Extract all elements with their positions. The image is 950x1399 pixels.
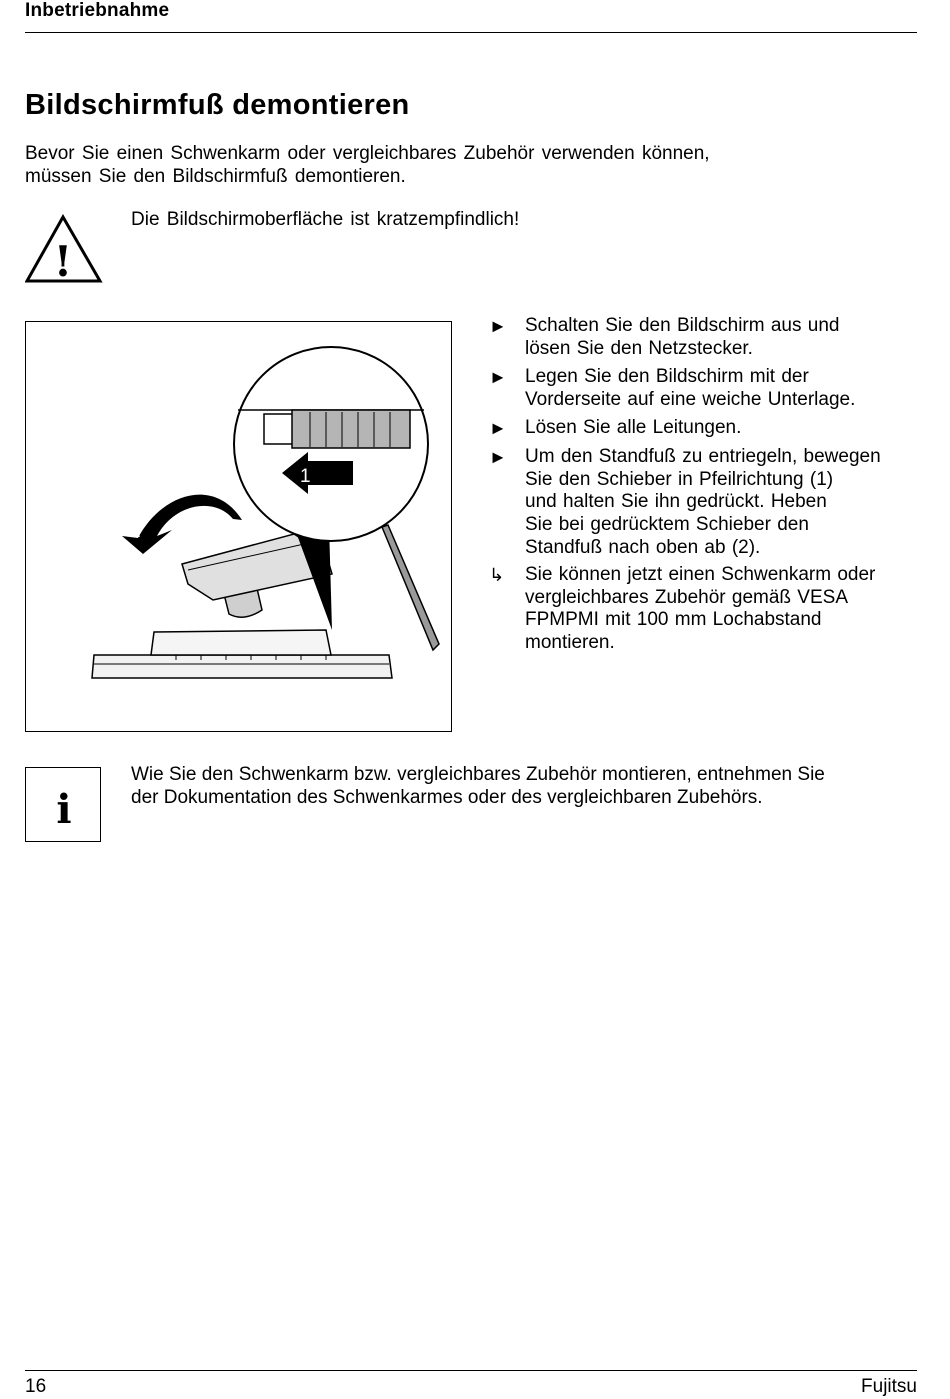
step-line: Legen Sie den Bildschirm mit der <box>525 366 809 387</box>
warning-text: Die Bildschirmoberfläche ist kratzempfindlich! <box>131 209 520 230</box>
callout-1: 1 <box>300 466 311 487</box>
list-item <box>489 315 909 360</box>
step-line: Schalten Sie den Bildschirm aus und <box>525 315 840 336</box>
illustration-stand-removal <box>25 321 452 732</box>
intro-line: Bevor Sie einen Schwenkarm oder vergleichbares Zubehör verwenden können, <box>25 143 710 164</box>
info-icon <box>25 767 101 842</box>
bullet-arrow-icon: ► <box>489 316 507 336</box>
list-item-result <box>489 564 909 655</box>
info-note <box>131 763 921 809</box>
step-line: Sie den Schieber in Pfeilrichtung (1) <box>525 468 834 490</box>
intro-line: müssen Sie den Bildschirmfuß demontieren. <box>25 166 406 187</box>
step-line: FPMPMI mit 100 mm Lochabstand <box>525 609 822 631</box>
step-line: vergleichbares Zubehör gemäß VESA <box>525 586 848 608</box>
step-text <box>525 315 909 360</box>
list-item <box>489 446 909 560</box>
step-line: Vorderseite auf eine weiche Unterlage. <box>525 388 856 410</box>
svg-text:!: ! <box>53 237 73 284</box>
step-line: Sie bei gedrücktem Schieber den <box>525 514 809 536</box>
intro-paragraph <box>25 142 785 188</box>
step-text <box>525 417 909 440</box>
bullet-arrow-icon: ► <box>489 447 507 467</box>
section-header: Inbetriebnahme <box>25 0 170 21</box>
list-item <box>489 366 909 411</box>
step-text <box>525 446 909 560</box>
step-line: und halten Sie ihn gedrückt. Heben <box>525 491 827 513</box>
footer-divider <box>25 1370 917 1371</box>
step-text <box>525 564 909 655</box>
header-divider <box>25 32 917 33</box>
page-number: 16 <box>25 1376 47 1397</box>
result-arrow-icon: ↳ <box>489 565 505 585</box>
info-line: Wie Sie den Schwenkarm bzw. vergleichbares Zubehör montieren, entnehmen Sie <box>131 764 825 785</box>
page-title: Bildschirmfuß demontieren <box>25 89 410 121</box>
step-line: Lösen Sie alle Leitungen. <box>525 417 742 438</box>
step-line: Standfuß nach oben ab (2). <box>525 536 761 558</box>
step-line: lösen Sie den Netzstecker. <box>525 337 753 359</box>
step-text <box>525 366 909 411</box>
svg-text:i: i <box>56 786 72 833</box>
step-line: Um den Standfuß zu entriegeln, bewegen <box>525 446 881 467</box>
callout-2: 2 <box>130 521 141 542</box>
bullet-arrow-icon: ► <box>489 418 507 438</box>
step-line: Sie können jetzt einen Schwenkarm oder <box>525 564 876 585</box>
step-line: montieren. <box>525 632 615 654</box>
list-item <box>489 417 909 440</box>
brand-name: Fujitsu <box>861 1376 917 1397</box>
warning-triangle-icon <box>25 214 103 289</box>
bullet-arrow-icon: ► <box>489 367 507 387</box>
info-line: der Dokumentation des Schwenkarmes oder des vergleichbaren Zubehörs. <box>131 787 763 808</box>
